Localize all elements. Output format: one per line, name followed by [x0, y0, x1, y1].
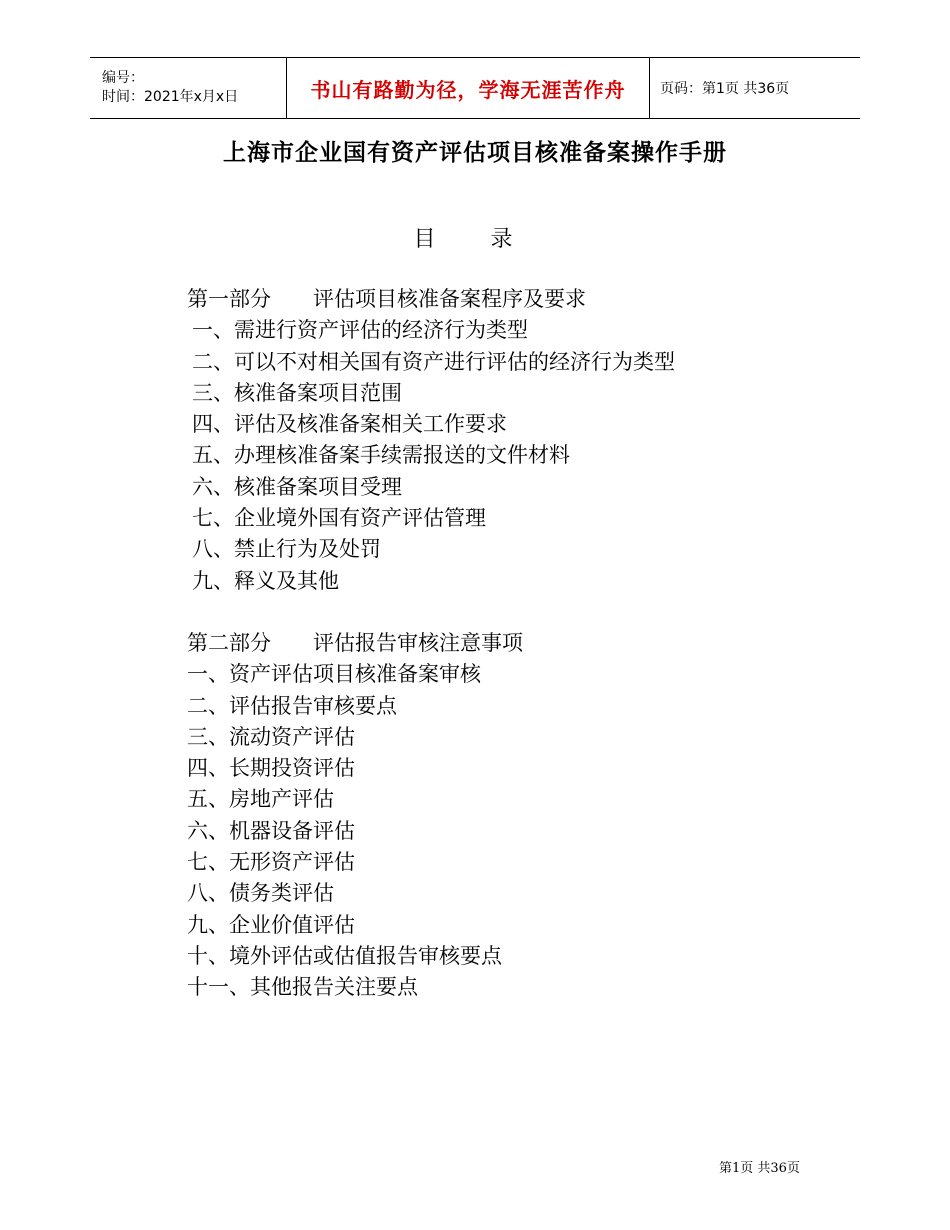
- document-title: 上海市企业国有资产评估项目核准备案操作手册: [223, 140, 727, 166]
- toc-item: 七、无形资产评估: [187, 850, 355, 875]
- toc-item: 九、企业价值评估: [187, 912, 355, 937]
- toc-item: 五、房地产评估: [187, 787, 334, 812]
- toc-item: 三、流动资产评估: [187, 724, 355, 749]
- toc-heading: 目 录: [413, 227, 537, 252]
- toc-item: 二、评估报告审核要点: [187, 693, 397, 718]
- toc-item: 一、需进行资产评估的经济行为类型: [192, 318, 528, 343]
- toc-item: 十、境外评估或估值报告审核要点: [187, 943, 502, 968]
- toc-item: 九、释义及其他: [192, 568, 339, 593]
- toc-item: 六、核准备案项目受理: [192, 474, 402, 499]
- part-2-name: 评估报告审核注意事项: [313, 630, 523, 655]
- toc-item: 八、禁止行为及处罚: [192, 537, 381, 562]
- toc-item: 十一、其他报告关注要点: [187, 975, 418, 1000]
- header-page-info: 页码：第1页 共36页: [660, 81, 790, 97]
- toc-item: 二、可以不对相关国有资产进行评估的经济行为类型: [192, 349, 675, 374]
- toc-item: 三、核准备案项目范围: [192, 380, 402, 405]
- toc-item: 八、债务类评估: [187, 881, 334, 906]
- header-motto: 书山有路勤为径，学海无涯苦作舟: [286, 58, 650, 118]
- toc-item: 六、机器设备评估: [187, 818, 355, 843]
- table-of-contents: [187, 284, 675, 1004]
- toc-item: 四、评估及核准备案相关工作要求: [192, 412, 507, 437]
- part-1-name: 评估项目核准备案程序及要求: [313, 287, 586, 311]
- page-footer: 第1页 共36页: [719, 1161, 800, 1176]
- serial-label: 编号：: [102, 70, 144, 86]
- toc-part-1-heading: [187, 284, 675, 315]
- toc-item: 七、企业境外国有资产评估管理: [192, 506, 486, 531]
- section-gap: [187, 597, 675, 628]
- toc-part-2-heading: [187, 628, 675, 659]
- toc-item: 五、办理核准备案手续需报送的文件材料: [192, 443, 570, 468]
- toc-item: 一、资产评估项目核准备案审核: [187, 662, 481, 687]
- header-meta: [90, 58, 286, 118]
- time-label: 时间：2021年x月x日: [102, 89, 239, 105]
- page-header: [90, 57, 860, 119]
- toc-item: 四、长期投资评估: [187, 756, 355, 781]
- part-2-label: 第二部分: [187, 630, 271, 655]
- part-1-label: 第一部分: [187, 287, 271, 311]
